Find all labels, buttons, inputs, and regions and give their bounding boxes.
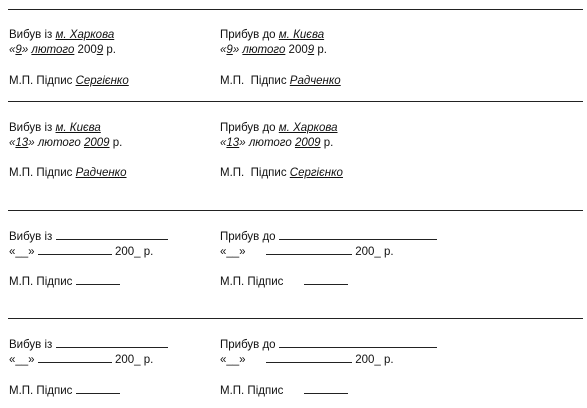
block2-right-signer: Сергієнко [289, 167, 343, 179]
block2-left-signer: Радченко [75, 167, 127, 179]
block4-right-signature: М.П. Підпис [220, 383, 348, 398]
block2-left-place: м. Києва [55, 122, 101, 134]
block1-right-date: «9» лютого 2009 р. [220, 44, 327, 56]
block4-right-signature-blank[interactable] [304, 383, 348, 394]
block4-left-signature-blank[interactable] [76, 383, 120, 394]
block1-right-signature: М.П. Підпис Радченко [220, 75, 341, 87]
block3-right-place-blank[interactable] [279, 229, 437, 240]
block3-left-departed: Вибув із [9, 229, 168, 244]
block2-right-date: «13» лютого 2009 р. [220, 137, 334, 149]
block4-right-arrived: Прибув до [220, 337, 437, 352]
block3-right-signature-blank[interactable] [304, 274, 348, 285]
block3-left-signature-blank[interactable] [76, 274, 120, 285]
block1-left-departed: Вибув із м. Харкова [9, 29, 115, 41]
block4-right-date: «__» 200_ р. [220, 354, 394, 366]
divider-1 [8, 101, 583, 102]
block2-right-signature: М.П. Підпис Сергієнко [220, 167, 343, 179]
block4-right-month-blank[interactable] [266, 352, 352, 363]
block3-left-place-blank[interactable] [56, 229, 168, 240]
divider-2 [8, 210, 583, 211]
block2-left-date: «13» лютого 2009 р. [9, 137, 123, 149]
block1-right-signer: Радченко [289, 75, 341, 87]
block3-right-signature: М.П. Підпис [220, 274, 348, 289]
block1-left-place: м. Харкова [55, 29, 115, 41]
block4-left-signature: М.П. Підпис [9, 383, 120, 398]
block1-left-signature: М.П. Підпис Сергієнко [9, 75, 129, 87]
block2-left-signature: М.П. Підпис Радченко [9, 167, 127, 179]
block3-left-date: «__» 200_ р. [9, 246, 154, 258]
block2-right-place: м. Харкова [278, 122, 338, 134]
block3-right-arrived: Прибув до [220, 229, 437, 244]
divider-top [8, 9, 583, 10]
block3-left-month-blank[interactable] [38, 244, 112, 255]
block3-right-date: «__» 200_ р. [220, 246, 394, 258]
block1-right-arrived: Прибув до м. Києва [220, 29, 325, 41]
block3-right-month-blank[interactable] [266, 244, 352, 255]
block2-left-departed: Вибув із м. Києва [9, 122, 101, 134]
block3-left-signature: М.П. Підпис [9, 274, 120, 289]
block4-right-place-blank[interactable] [279, 337, 437, 348]
block4-left-date: «__» 200_ р. [9, 354, 154, 366]
block1-left-signer: Сергієнко [75, 75, 129, 87]
block1-right-place: м. Києва [278, 29, 325, 41]
block4-left-place-blank[interactable] [56, 337, 168, 348]
divider-3 [8, 318, 583, 319]
block4-left-departed: Вибув із [9, 337, 168, 352]
block2-right-arrived: Прибув до м. Харкова [220, 122, 338, 134]
block4-left-month-blank[interactable] [38, 352, 112, 363]
block1-left-date: «9» лютого 2009 р. [9, 44, 116, 56]
